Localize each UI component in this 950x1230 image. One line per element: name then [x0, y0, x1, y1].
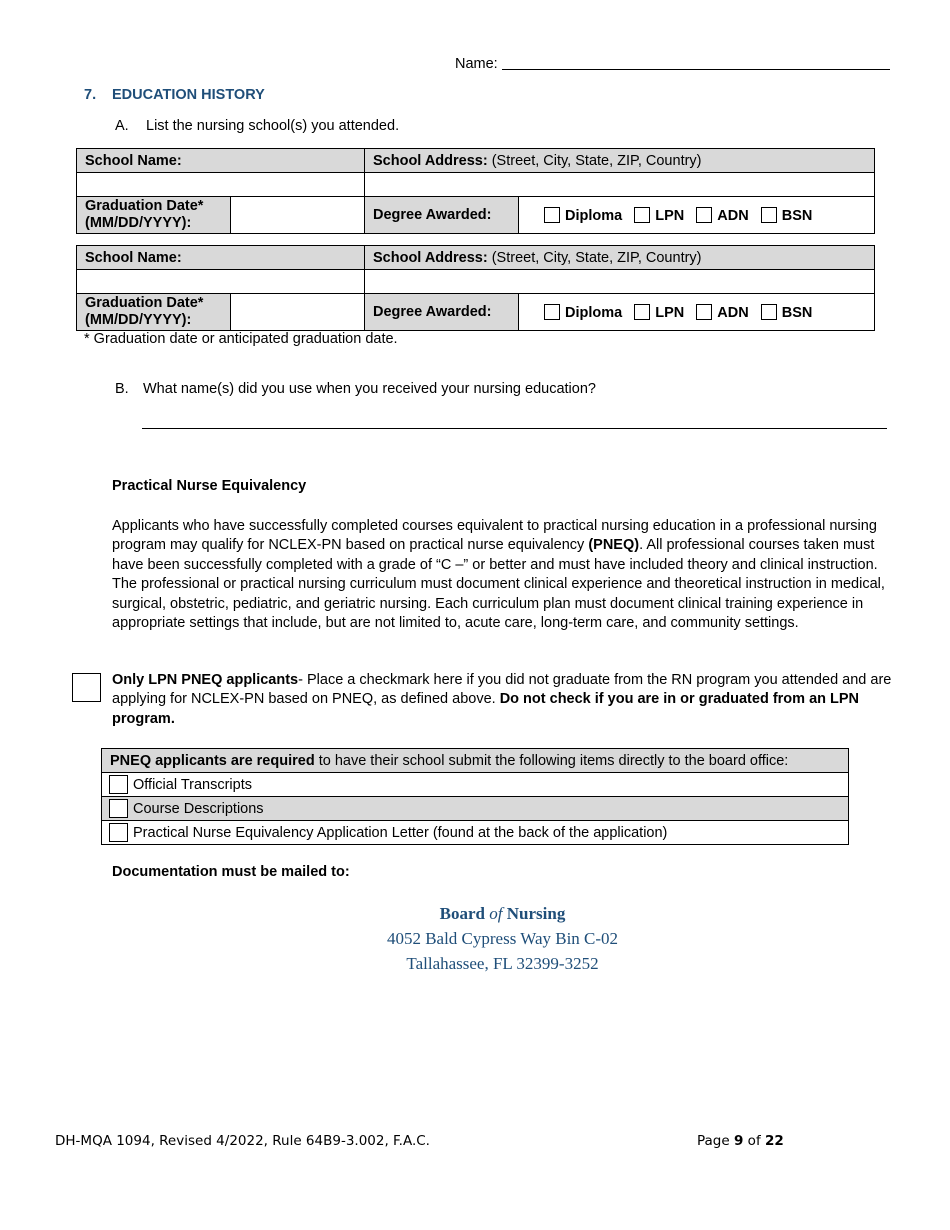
school-address-label: School Address: — [373, 152, 488, 169]
degree-option-lpn[interactable]: LPN — [634, 305, 684, 321]
degree-options — [519, 294, 875, 331]
grad-date-label — [77, 294, 231, 331]
school-address-header — [365, 149, 875, 173]
degree-option-diploma[interactable]: Diploma — [544, 305, 622, 321]
grad-date-label-line2: (MM/DD/YYYY): — [85, 312, 192, 328]
item-a-text: List the nursing school(s) you attended. — [146, 118, 400, 134]
checkbox[interactable] — [696, 304, 712, 320]
school-name-label: School Name: — [77, 246, 365, 270]
school-name-label: School Name: — [77, 149, 365, 173]
graduation-footnote: * Graduation date or anticipated graduation date. — [84, 331, 398, 347]
item-a-letter: A. — [115, 118, 129, 134]
checkbox[interactable] — [761, 304, 777, 320]
grad-date-label-line2: (MM/DD/YYYY): — [85, 215, 192, 231]
degree-option-lpn[interactable]: LPN — [634, 208, 684, 224]
checkbox[interactable] — [109, 775, 128, 794]
lpn-pneq-checkbox[interactable] — [72, 673, 101, 702]
school-name-input[interactable] — [77, 173, 365, 197]
item-a — [115, 118, 399, 134]
section-heading — [84, 87, 265, 103]
degree-option-adn[interactable]: ADN — [696, 208, 748, 224]
degree-awarded-label: Degree Awarded: — [365, 294, 519, 331]
pneq-item-transcripts: Official Transcripts — [102, 773, 849, 797]
board-street: 4052 Bald Cypress Way Bin C-02 — [386, 929, 619, 948]
nursing-names-input-line[interactable] — [142, 428, 887, 429]
grad-date-label-line1: Graduation Date* — [85, 198, 204, 214]
section-title: EDUCATION HISTORY — [112, 87, 265, 103]
school-address-hint: (Street, City, State, ZIP, Country) — [491, 152, 702, 169]
form-identifier: DH-MQA 1094, Revised 4/2022, Rule 64B9-3.002, F.A.C. — [55, 1133, 430, 1149]
degree-option-bsn[interactable]: BSN — [761, 305, 813, 321]
pneq-item-course-descriptions: Course Descriptions — [102, 797, 849, 821]
item-b — [115, 381, 596, 397]
pneq-item-application-letter: Practical Nurse Equivalency Application Letter (found at the back of the application) — [102, 821, 849, 845]
section-number: 7. — [84, 87, 97, 103]
item-b-letter: B. — [115, 381, 129, 397]
lpn-pneq-statement: Only LPN PNEQ applicants- Place a checkmark here if you did not graduate from the RN program you attended and are applying for NCLEX-PN based on PNEQ, as defined above. Do not check if you are in or graduated from an LPN program. — [112, 672, 892, 727]
grad-date-input[interactable] — [231, 294, 365, 331]
school-address-label: School Address: — [373, 249, 488, 266]
checkbox[interactable] — [109, 799, 128, 818]
mailing-label: Documentation must be mailed to: — [112, 864, 350, 880]
degree-option-adn[interactable]: ADN — [696, 305, 748, 321]
school-address-hint: (Street, City, State, ZIP, Country) — [491, 249, 702, 266]
name-label: Name: — [455, 56, 498, 72]
checkbox[interactable] — [761, 207, 777, 223]
degree-option-bsn[interactable]: BSN — [761, 208, 813, 224]
page-number: Page 9 of 22 — [697, 1133, 784, 1149]
degree-options — [519, 197, 875, 234]
school-address-header — [365, 246, 875, 270]
school-name-input[interactable] — [77, 270, 365, 294]
name-field[interactable] — [455, 56, 890, 72]
pne-paragraph: Applicants who have successfully completed courses equivalent to practical nursing education in a professional nursing program may qualify for NCLEX-PN based on practical nurse equivalency (PNEQ). All professional courses taken must have been successfully completed with a grade of “C –” or better and must have included theory and clinical instruction. The professional or practical nursing curriculum must document clinical experience and theoretical instruction in medical, surgical, obstetric, pediatric, and geriatric nursing. Each curriculum plan must document clinical training experience in appropriate settings that include, but are not limited to, acute care, long-term care, and community settings. — [112, 518, 885, 632]
checkbox[interactable] — [696, 207, 712, 223]
pneq-requirements-table — [101, 748, 849, 845]
board-city: Tallahassee, FL 32399-3252 — [406, 954, 599, 973]
school-address-input[interactable] — [365, 270, 875, 294]
grad-date-input[interactable] — [231, 197, 365, 234]
school-table-1 — [76, 148, 875, 234]
school-address-input[interactable] — [365, 173, 875, 197]
grad-date-label — [77, 197, 231, 234]
checkbox[interactable] — [109, 823, 128, 842]
degree-awarded-label: Degree Awarded: — [365, 197, 519, 234]
board-name: Board of Nursing — [439, 904, 566, 923]
checkbox[interactable] — [544, 304, 560, 320]
checkbox[interactable] — [634, 304, 650, 320]
pneq-table-header: PNEQ applicants are required to have their school submit the following items directly to the board office: — [102, 749, 849, 773]
degree-option-diploma[interactable]: Diploma — [544, 208, 622, 224]
name-underline[interactable] — [502, 69, 890, 70]
checkbox[interactable] — [544, 207, 560, 223]
checkbox[interactable] — [634, 207, 650, 223]
school-table-2 — [76, 245, 875, 331]
grad-date-label-line1: Graduation Date* — [85, 295, 204, 311]
item-b-text: What name(s) did you use when you received your nursing education? — [143, 381, 596, 397]
pne-title: Practical Nurse Equivalency — [112, 478, 307, 494]
